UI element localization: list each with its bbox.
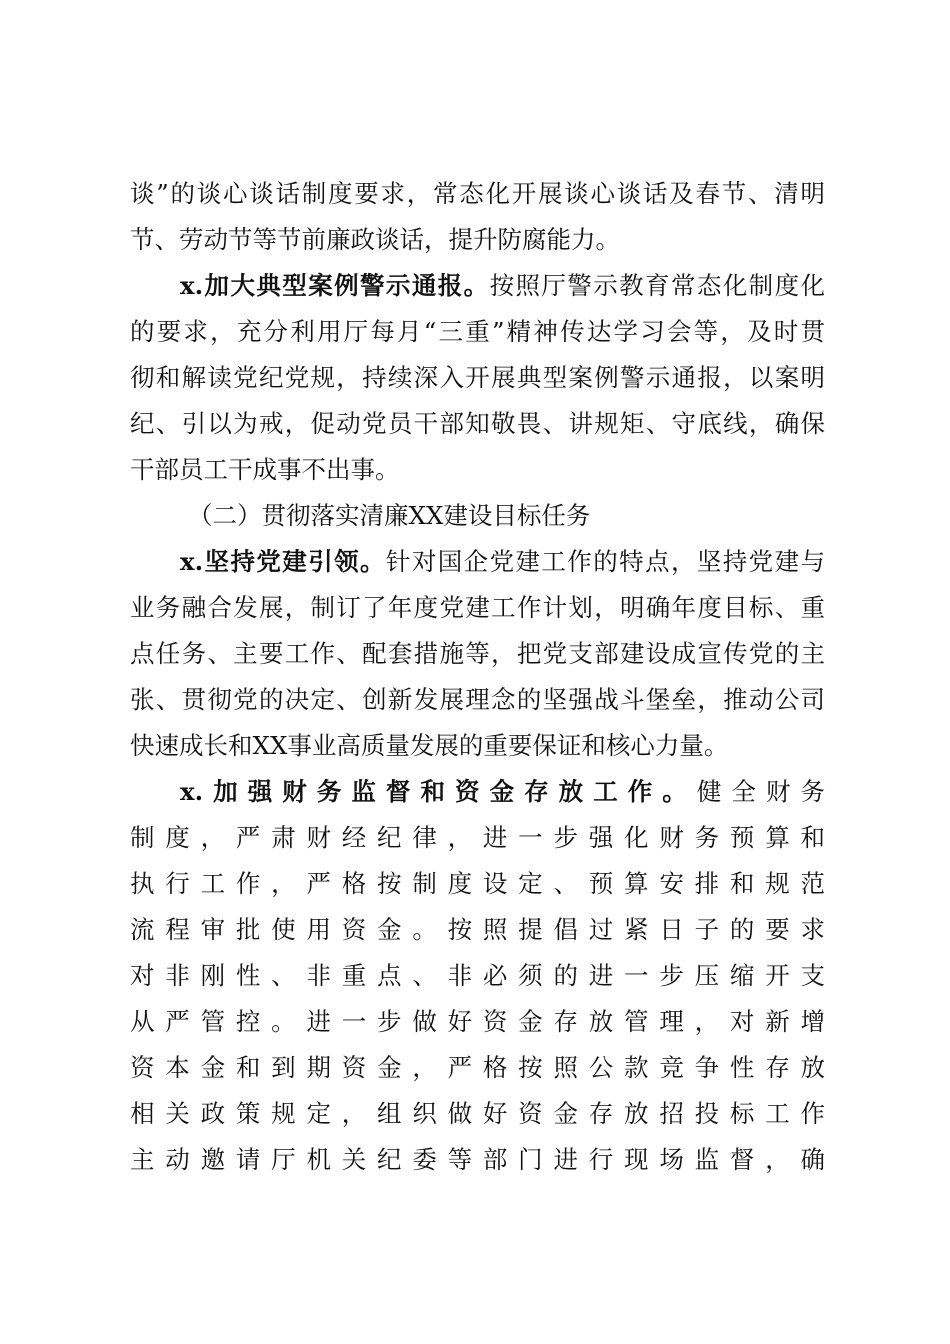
- body-line: 执行工作，严格按制度设定、预算安排和规范: [130, 869, 825, 898]
- body-line: 快速成长和XX事业高质量发展的重要保证和核心力量。: [130, 731, 729, 760]
- body-line: 节、劳动节等节前廉政谈话，提升防腐能力。: [130, 225, 620, 254]
- body-line: 主动邀请厅机关纪委等部门进行现场监督，确: [130, 1145, 825, 1174]
- body-line: 相关政策规定，组织做好资金存放招投标工作: [130, 1099, 825, 1128]
- body-line: 纪、引以为戒，促动党员干部知敬畏、讲规矩、守底线，确保: [130, 409, 825, 438]
- body-line: 对非刚性、非重点、非必须的进一步压缩开支: [130, 961, 825, 990]
- section-heading: （二）贯彻落实清廉XX建设目标任务: [188, 501, 591, 530]
- body-line: 干部员工干成事不出事。: [130, 455, 400, 484]
- numbered-paragraph-start: [180, 539, 825, 585]
- numbered-paragraph-start: [180, 263, 825, 309]
- body-line: 资本金和到期资金，严格按照公款竞争性存放: [130, 1053, 825, 1082]
- body-line: 制度，严肃财经纪律，进一步强化财务预算和: [130, 823, 825, 852]
- paragraph-heading: x.加大典型案例警示通报。: [180, 271, 490, 300]
- body-line: 流程审批使用资金。按照提倡过紧日子的要求: [130, 915, 825, 944]
- body-line: 的要求，充分利用厅每月“三重”精神传达学习会等，及时贯: [130, 317, 825, 346]
- body-line: 彻和解读党纪党规，持续深入开展典型案例警示通报，以案明: [130, 363, 825, 392]
- body-line: 张、贯彻党的决定、创新发展理念的坚强战斗堡垒，推动公司: [130, 685, 825, 714]
- paragraph-heading: x.坚持党建引领。: [180, 547, 386, 576]
- body-line: 点任务、主要工作、配套措施等，把党支部建设成宣传党的主: [130, 639, 825, 668]
- paragraph-text: 健全财务: [696, 777, 825, 806]
- body-line: 从严管控。进一步做好资金存放管理，对新增: [130, 1007, 825, 1036]
- body-line: 业务融合发展，制订了年度党建工作计划，明确年度目标、重: [130, 593, 825, 622]
- paragraph-text: 针对国企党建工作的特点，坚持党建与: [385, 547, 825, 576]
- paragraph-heading: x.加强财务监督和资金存放工作。: [180, 777, 697, 806]
- numbered-paragraph-start: [180, 769, 825, 815]
- paragraph-text: 按照厅警示教育常态化制度化: [489, 271, 825, 300]
- body-line: 谈”的谈心谈话制度要求，常态化开展谈心谈话及春节、清明: [130, 179, 825, 208]
